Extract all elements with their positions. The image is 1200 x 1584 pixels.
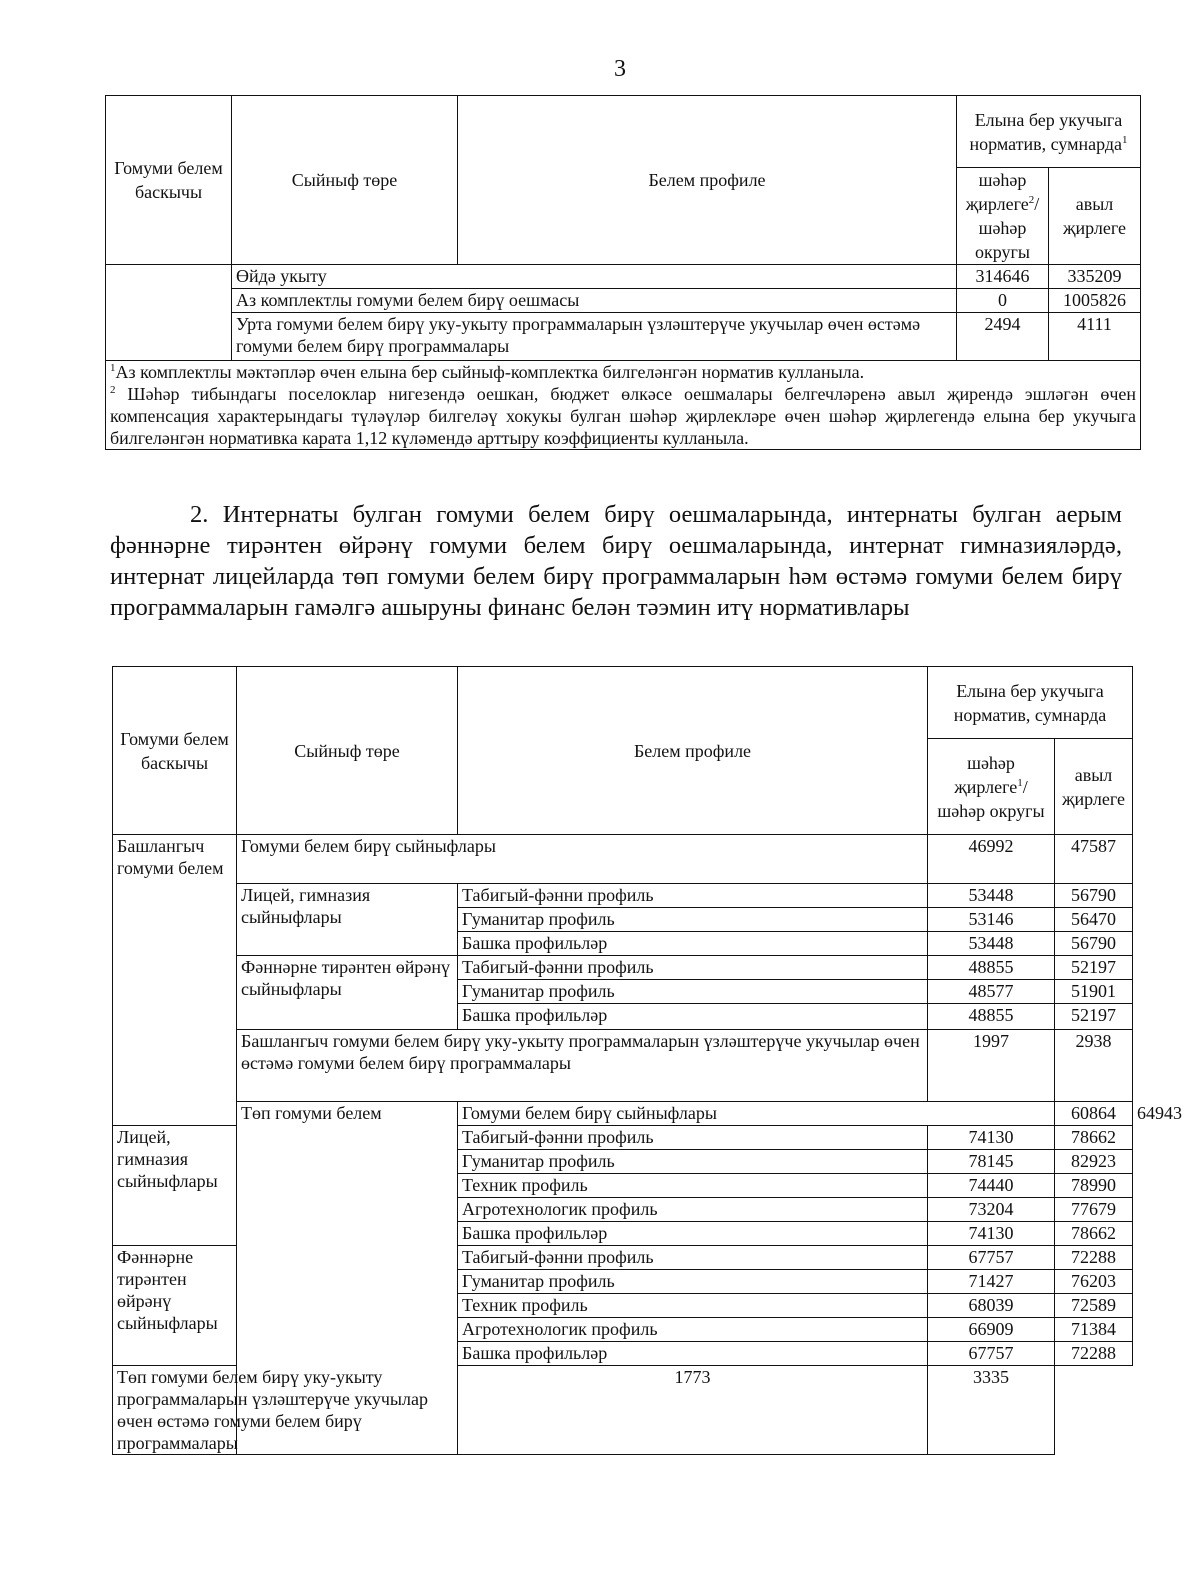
value-rural: 77679 xyxy=(1055,1198,1133,1222)
value-city: 314646 xyxy=(957,265,1049,289)
value-rural: 71384 xyxy=(1055,1318,1133,1342)
profile-cell: Гуманитар профиль xyxy=(458,1150,928,1174)
profile-cell: Башка профильләр xyxy=(458,1342,928,1366)
value-city: 78145 xyxy=(928,1150,1055,1174)
value-rural: 72288 xyxy=(1055,1342,1133,1366)
header-class-type: Сыйныф төре xyxy=(232,96,458,265)
value-rural: 78662 xyxy=(1055,1126,1133,1150)
value-city: 74440 xyxy=(928,1174,1055,1198)
table-continued xyxy=(105,95,1141,450)
header-city: шәһәр җирлеге$^1$/ шәһәр округы xyxy=(928,739,1055,835)
value-rural: 2938 xyxy=(1055,1030,1133,1102)
value-rural: 78990 xyxy=(1055,1174,1133,1198)
profile-cell: Башка профильләр xyxy=(458,932,928,956)
footnotes xyxy=(106,361,1141,450)
value-city: 48577 xyxy=(928,980,1055,1004)
header-rural: авыл җирлеге xyxy=(1055,739,1133,835)
level-primary: Башлангыч гомуми белем xyxy=(113,835,237,1126)
profile-cell: Агротехнологик профиль xyxy=(458,1198,928,1222)
header-level: Гомуми белем баскычы xyxy=(106,96,232,265)
value-rural: 51901 xyxy=(1055,980,1133,1004)
value-city: 74130 xyxy=(928,1126,1055,1150)
row-label: Өйдә укыту xyxy=(232,265,957,289)
row-label: Төп гомуми белем бирү уку-укыту программаларын үзләштерүче укучылар өчен өстәмә гомуми белем бирү программалары xyxy=(113,1366,458,1455)
footnote-1: $^1$Аз комплектлы мәктәпләр өчен елына бер сыйныф-комплектка билгеләнгән норматив кулланыла. xyxy=(110,362,865,382)
profile-cell: Техник профиль xyxy=(458,1294,928,1318)
value-rural: 335209 xyxy=(1049,265,1141,289)
profile-cell: Гуманитар профиль xyxy=(458,908,928,932)
page-number: 3 xyxy=(614,56,626,82)
profile-cell: Башка профильләр xyxy=(458,1004,928,1030)
value-city: 53448 xyxy=(928,884,1055,908)
value-rural: 82923 xyxy=(1055,1150,1133,1174)
value-city: 73204 xyxy=(928,1198,1055,1222)
value-city: 68039 xyxy=(928,1294,1055,1318)
value-rural: 56470 xyxy=(1055,908,1133,932)
header-rural: авыл җирлеге xyxy=(1049,168,1141,265)
value-rural: 56790 xyxy=(1055,932,1133,956)
value-rural: 4111 xyxy=(1049,313,1141,361)
profile-cell: Агротехнологик профиль xyxy=(458,1318,928,1342)
section-paragraph: 2. Интернаты булган гомуми белем бирү оешмаларында, интернаты булган аерым фәннәрне тирәнтен өйрәнү гомуми белем бирү оешмаларында, интернат гимназияләрдә, интернат лицейларда төп гомуми белем бирү программаларын һәм өстәмә гомуми белем бирү программаларын гамәлгә ашыруны финанс белән тәэмин итү нормативлары xyxy=(110,501,1122,621)
value-rural: 1005826 xyxy=(1049,289,1141,313)
value-city: 67757 xyxy=(928,1342,1055,1366)
header-profile: Белем профиле xyxy=(458,667,928,835)
value-rural: 3335 xyxy=(928,1366,1055,1455)
value-rural: 76203 xyxy=(1055,1270,1133,1294)
value-rural: 47587 xyxy=(1055,835,1133,884)
class-type-deep: Фәннәрне тирәнтен өйрәнү сыйныфлары xyxy=(237,956,458,1030)
value-rural: 72288 xyxy=(1055,1246,1133,1270)
profile-cell: Техник профиль xyxy=(458,1174,928,1198)
profile-cell: Гуманитар профиль xyxy=(458,980,928,1004)
value-city: 67757 xyxy=(928,1246,1055,1270)
profile-cell: Башка профильләр xyxy=(458,1222,928,1246)
value-rural: 78662 xyxy=(1055,1222,1133,1246)
value-city: 48855 xyxy=(928,956,1055,980)
profile-cell: Табигый-фәнни профиль xyxy=(458,956,928,980)
value-rural: 56790 xyxy=(1055,884,1133,908)
header-city: шәһәр җирлеге$^2$/ шәһәр округы xyxy=(957,168,1049,265)
row-label: Гомуми белем бирү сыйныфлары xyxy=(237,835,928,884)
class-type-lyceum: Лицей, гимназия сыйныфлары xyxy=(113,1126,237,1246)
table-boarding-schools: Гомуми белем баскычы Сыйныф төре Белем профиле Елына бер укучыга норматив, сумнарда шәһәр җирлеге$^1$/ шәһәр округы авыл җирлеге Башлангыч гомуми белем Гомуми белем бирү сыйныфлары 46992 47587 Лицей, гимназия сыйныфлары Табигый-фәнни профиль 53448 56790 Гуманитар профиль 53146 56470 Башка профильләр 53448 56790 Фәннәрне тирәнтен өйрәнү сыйныфлары Табигый-фәнни профиль 48855 52197 Гуманитар профиль 48577 51901 Башка профильләр 48855 52197 Башлангыч гомуми белем бирү уку-укыту программаларын үзләштерүче укучылар өчен өстәмә гомуми белем бирү программалары 1997 2938 Төп гомуми белем Гомуми белем бирү сыйныфлары 60864 64943 Лицей, гимназия сыйныфлары Табигый-фәнни профиль 74130 78662 Гуманитар профиль 78145 82923 Техник профиль 74440 78990 Агротехнологик профиль 73204 77679 Башка профильләр 74130 78662 Фәннәрне тирәнтен өйрәнү сыйныфлары Табигый-фәнни профиль 67757 72288 Гуманитар профиль 71427 76203 Техник профиль 68039 72589 Агротехнологик профиль 66909 71384 Башка профильләр 67757 72288 Төп гомуми белем бирү уку-укыту программаларын үзләштерүче укучылар өчен өстәмә гомуми белем бирү программалары 1773 3335 xyxy=(112,666,1133,1455)
header-norm: Елына бер укучыга норматив, сумнарда$^1$ xyxy=(957,96,1141,168)
value-rural: 72589 xyxy=(1055,1294,1133,1318)
row-label: Башлангыч гомуми белем бирү уку-укыту программаларын үзләштерүче укучылар өчен өстәмә гомуми белем бирү программалары xyxy=(237,1030,928,1102)
value-city: 1773 xyxy=(458,1366,928,1455)
value-city: 46992 xyxy=(928,835,1055,884)
value-rural: 52197 xyxy=(1055,956,1133,980)
value-city: 2494 xyxy=(957,313,1049,361)
value-city: 53448 xyxy=(928,932,1055,956)
row-label: Аз комплектлы гомуми белем бирү оешмасы xyxy=(232,289,957,313)
header-profile: Белем профиле xyxy=(458,96,957,265)
footnote-2: $^2$ Шәһәр тибындагы поселоклар нигезендә оешкан, бюджет өлкәсе оешмалары белгечләренә авыл җирендә эшләгән өчен компенсация характерындагы түләүләр билгеләү хокукы булган шәһәр җирлекләре өчен шәһәр җирлегендә елына бер укучыга билгеләнгән нормативка карата 1,12 күләмендә арттыру коэффициенты кулланыла. xyxy=(110,384,1137,448)
profile-cell: Гуманитар профиль xyxy=(458,1270,928,1294)
row-label: Гомуми белем бирү сыйныфлары xyxy=(458,1102,1055,1126)
profile-cell: Табигый-фәнни профиль xyxy=(458,1126,928,1150)
header-class-type: Сыйныф төре xyxy=(237,667,458,835)
value-city: 60864 xyxy=(1055,1102,1133,1126)
value-city: 1997 xyxy=(928,1030,1055,1102)
profile-cell: Табигый-фәнни профиль xyxy=(458,1246,928,1270)
value-city: 74130 xyxy=(928,1222,1055,1246)
value-city: 53146 xyxy=(928,908,1055,932)
value-city: 66909 xyxy=(928,1318,1055,1342)
level-basic: Төп гомуми белем xyxy=(237,1102,458,1455)
header-level: Гомуми белем баскычы xyxy=(113,667,237,835)
value-city: 71427 xyxy=(928,1270,1055,1294)
profile-cell: Табигый-фәнни профиль xyxy=(458,884,928,908)
value-city: 48855 xyxy=(928,1004,1055,1030)
empty-level-cell xyxy=(106,265,232,361)
class-type-deep: Фәннәрне тирәнтен өйрәнү сыйныфлары xyxy=(113,1246,237,1366)
class-type-lyceum: Лицей, гимназия сыйныфлары xyxy=(237,884,458,956)
header-norm: Елына бер укучыга норматив, сумнарда xyxy=(928,667,1133,739)
value-rural: 52197 xyxy=(1055,1004,1133,1030)
row-label: Урта гомуми белем бирү уку-укыту программаларын үзләштерүче укучылар өчен өстәмә гомуми белем бирү программалары xyxy=(232,313,957,361)
value-city: 0 xyxy=(957,289,1049,313)
